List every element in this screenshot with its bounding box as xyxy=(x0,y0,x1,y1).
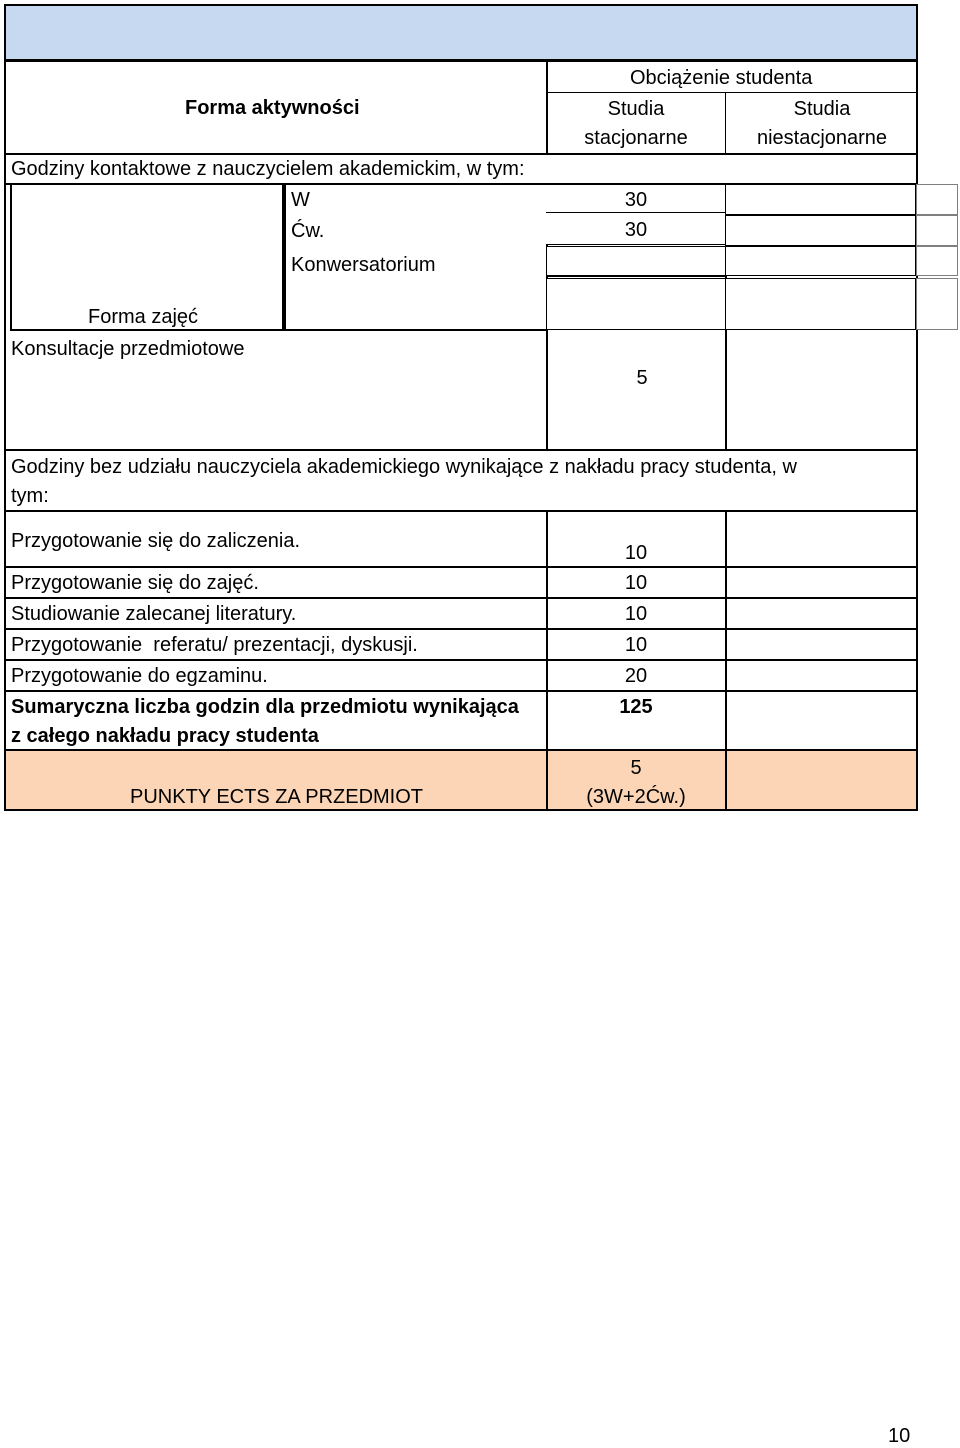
summary-label-line2: z całego nakładu pracy studenta xyxy=(11,725,319,747)
ects-value-line1: 5 xyxy=(630,757,642,779)
header-obciazenie-studenta: Obciążenie studenta xyxy=(630,67,813,89)
self-study-row-label: Przygotowanie się do zajęć. xyxy=(11,572,259,594)
row-value-w-stacjonarne: 30 xyxy=(624,189,648,211)
header-niestacjonarne-line2: niestacjonarne xyxy=(756,127,888,149)
page-number: 10 xyxy=(888,1425,911,1447)
konsultacje-value-stacjonarne: 5 xyxy=(636,367,648,389)
self-study-row-label: Przygotowanie do egzaminu. xyxy=(11,665,268,687)
contact-section-title: Godziny kontaktowe z nauczycielem akademickim, w tym: xyxy=(11,158,525,180)
self-study-row-label: Przygotowanie referatu/ prezentacji, dyskusji. xyxy=(11,634,418,656)
row-value-cw-stacjonarne: 30 xyxy=(624,219,648,241)
self-study-row-value: 10 xyxy=(624,572,648,594)
self-study-row-value: 10 xyxy=(624,603,648,625)
summary-label-line1: Sumaryczna liczba godzin dla przedmiotu wynikająca xyxy=(11,696,519,718)
row-label-cw: Ćw. xyxy=(291,220,325,242)
forma-zajec-label: Forma zajęć xyxy=(88,306,199,328)
self-study-row-label: Studiowanie zalecanej literatury. xyxy=(11,603,297,625)
self-study-title-line1: Godziny bez udziału nauczyciela akademickiego wynikające z nakładu pracy studenta, w xyxy=(11,456,797,478)
header-stacjonarne-line1: Studia xyxy=(607,98,665,120)
self-study-row-value: 10 xyxy=(624,634,648,656)
self-study-row-value: 20 xyxy=(624,665,648,687)
header-niestacjonarne-line1: Studia xyxy=(793,98,851,120)
ects-value-line2: (3W+2Ćw.) xyxy=(586,786,686,808)
row-label-w: W xyxy=(291,189,310,211)
ects-label: PUNKTY ECTS ZA PRZEDMIOT xyxy=(130,786,423,808)
header-forma-aktywnosci: Forma aktywności xyxy=(185,97,360,119)
self-study-title-line2: tym: xyxy=(11,485,49,507)
summary-value-stacjonarne: 125 xyxy=(619,696,653,718)
self-study-row-label: Przygotowanie się do zaliczenia. xyxy=(11,530,301,552)
header-stacjonarne-line2: stacjonarne xyxy=(584,127,688,149)
self-study-row-value: 10 xyxy=(624,542,648,564)
konsultacje-label: Konsultacje przedmiotowe xyxy=(11,338,245,360)
row-label-konwersatorium: Konwersatorium xyxy=(291,254,436,276)
